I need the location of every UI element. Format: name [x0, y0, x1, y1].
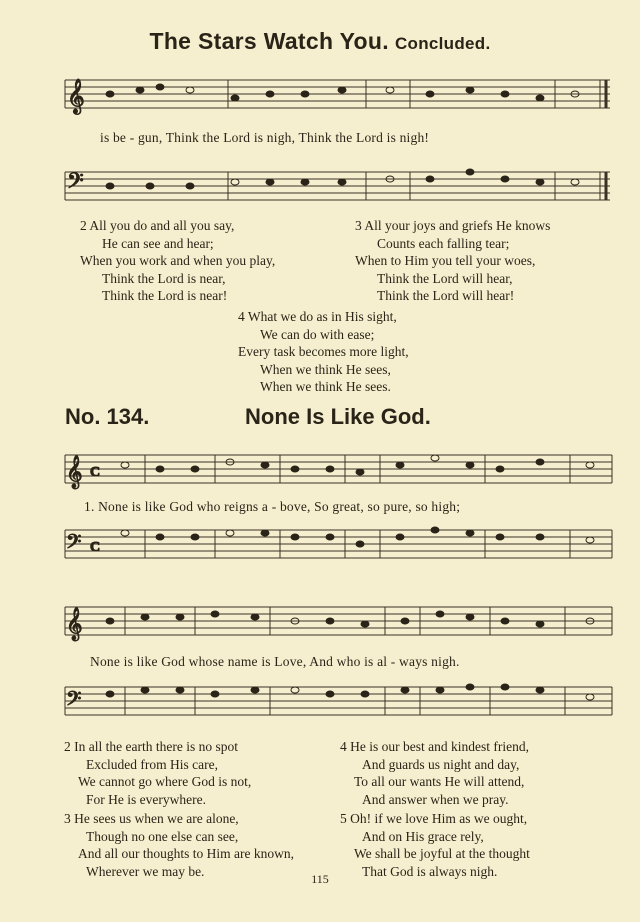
verse-line: And guards us night and day,	[362, 756, 520, 772]
bass-clef-icon: 𝄢	[66, 689, 82, 715]
page-title	[0, 28, 640, 55]
hymn-title: None Is Like God.	[245, 404, 431, 429]
verse-line: And all our thoughts to Him are known,	[78, 846, 294, 861]
verse-line: Think the Lord will hear!	[377, 288, 515, 303]
verse-line: Think the Lord is near!	[102, 288, 228, 303]
verse-line: Every task becomes more light,	[238, 344, 409, 359]
verse-line: 2 All you do and all you say,	[80, 218, 235, 233]
treble-staff	[65, 455, 612, 483]
treble-staff	[65, 80, 610, 108]
bass-clef-icon: 𝄢	[66, 532, 82, 558]
hymn-verse-5	[340, 810, 530, 880]
verse-line: To all our wants He will attend,	[354, 774, 525, 789]
verse-line: For He is everywhere.	[86, 791, 206, 807]
song-title: The Stars Watch You.	[149, 28, 389, 54]
treble-clef-icon: 𝄞	[67, 80, 85, 113]
song-subtitle: Concluded.	[394, 34, 491, 53]
verse-line: Excluded from His care,	[86, 756, 218, 772]
verse-line: We can do with ease;	[260, 326, 375, 342]
verse-line: Think the Lord is near,	[102, 270, 226, 286]
lyric-line-hymn-1: 1. None is like God who reigns a - bove, So great, so pure, so high;	[84, 499, 461, 514]
verse-line: We shall be joyful at the thought	[354, 846, 530, 861]
hymn-verse-2	[64, 738, 251, 808]
verse-line: 5 Oh! if we love Him as we ought,	[340, 811, 528, 826]
lyric-line-1: is be - gun, Think the Lord is nigh, Think the Lord is nigh!	[100, 130, 430, 145]
verse-2	[80, 217, 275, 305]
verse-line: 3 He sees us when we are alone,	[64, 811, 239, 826]
verse-line: And answer when we pray.	[362, 791, 509, 807]
verse-4	[238, 308, 409, 396]
verse-line: Counts each falling tear;	[377, 235, 510, 251]
verse-line: We cannot go where God is not,	[78, 774, 252, 789]
treble-clef-icon: 𝄞	[66, 457, 83, 488]
verse-line: When to Him you tell your woes,	[355, 253, 536, 268]
treble-clef-icon: 𝄞	[66, 609, 83, 640]
verse-line: That God is always nigh.	[362, 863, 498, 879]
lyric-line-hymn-2: None is like God whose name is Love, And who is al - ways nigh.	[90, 654, 460, 669]
verse-line: When we think He sees,	[260, 361, 391, 377]
verse-line: He can see and hear;	[102, 235, 214, 251]
verse-line: And on His grace rely,	[362, 828, 484, 844]
verse-line: Think the Lord will hear,	[377, 270, 513, 286]
bass-clef-icon: 𝄢	[67, 169, 84, 198]
hymn-verse-3	[64, 810, 294, 880]
verse-line: 3 All your joys and griefs He knows	[355, 218, 551, 233]
verse-3	[355, 217, 550, 305]
hymn-number: No. 134.	[65, 404, 150, 429]
page-number: 115	[311, 872, 329, 886]
verse-line: Though no one else can see,	[86, 828, 239, 844]
verse-line: 4 What we do as in His sight,	[238, 309, 397, 324]
common-time-icon: C	[90, 465, 101, 480]
bass-staff	[65, 530, 612, 558]
hymn-verse-4	[340, 738, 529, 808]
verse-line: Wherever we may be.	[86, 863, 205, 879]
verse-line: When we think He sees.	[260, 379, 391, 394]
verse-line: 2 In all the earth there is no spot	[64, 739, 238, 754]
verse-line: 4 He is our best and kindest friend,	[340, 739, 529, 754]
verse-line: When you work and when you play,	[80, 253, 276, 268]
treble-staff	[65, 607, 612, 635]
common-time-icon: C	[90, 540, 101, 555]
